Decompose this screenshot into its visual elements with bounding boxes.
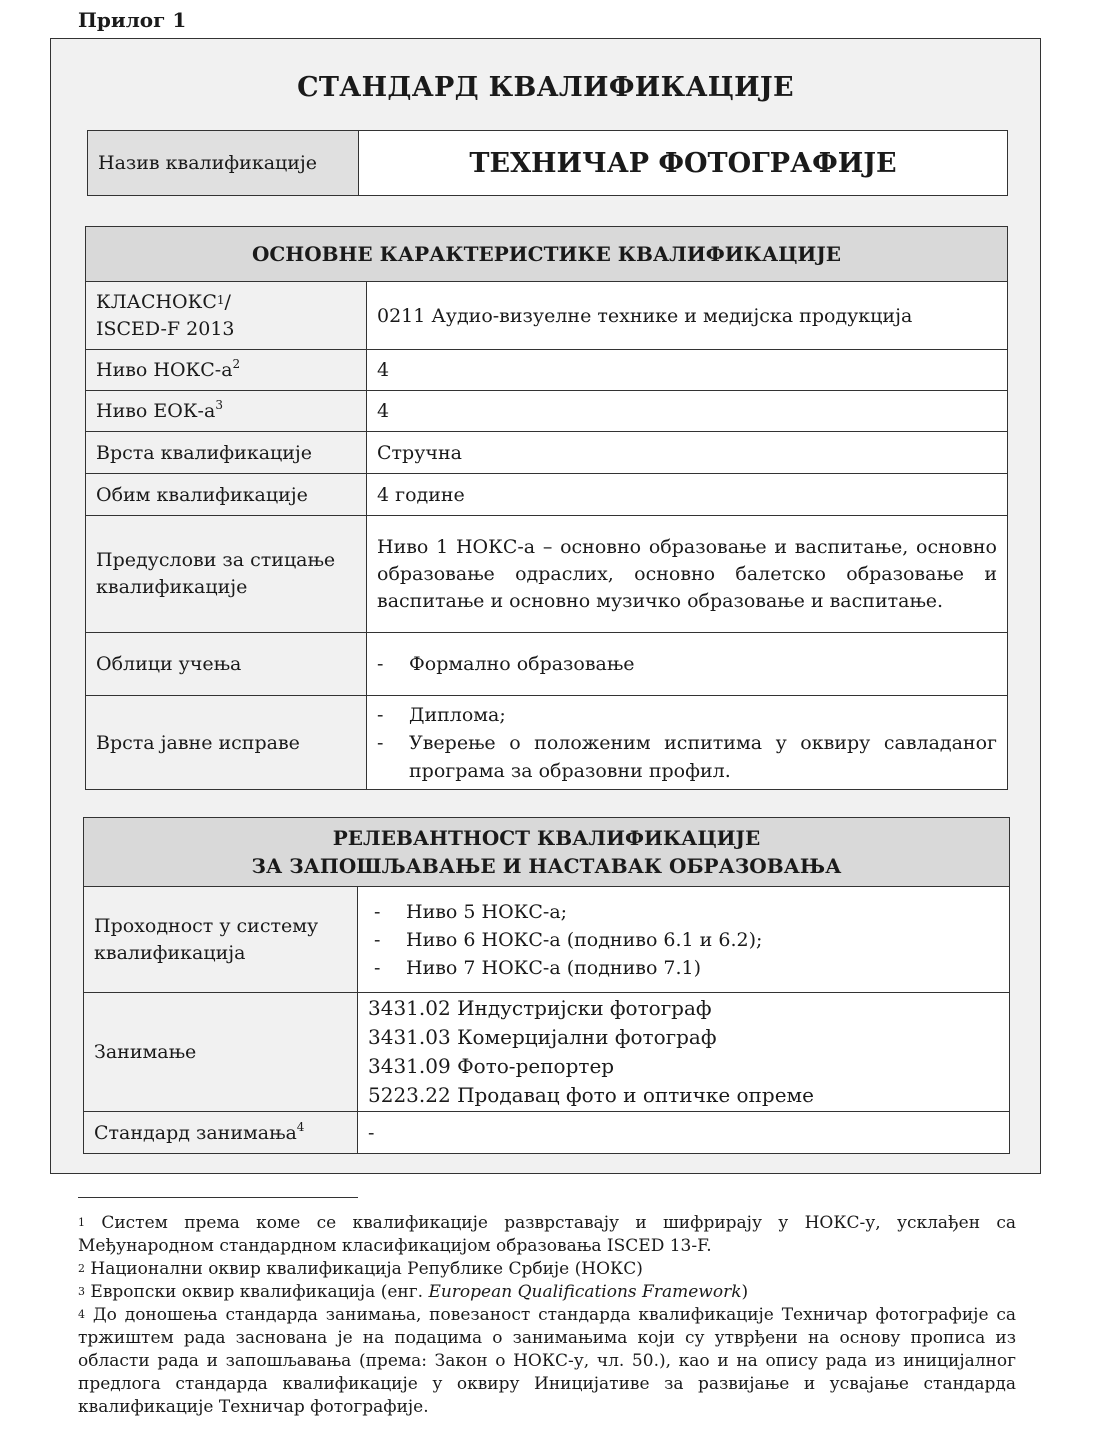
learning-form-item: Формално образовање [409, 653, 635, 675]
table-row [84, 993, 1010, 1112]
qualification-type-value: Стручна [367, 432, 1008, 474]
document-item-certificate: Уверење о положеним испитима у оквиру савладаног програма за образовни профил. [409, 731, 997, 782]
qualification-name-table [87, 130, 1008, 196]
footnote-text-end: ) [741, 1282, 749, 1302]
eok-level-label-text: Ниво ЕОК-а [96, 400, 216, 422]
basic-characteristics-table [85, 226, 1008, 790]
occupation-item: 3431.03 Комерцијални фотограф [368, 1025, 717, 1049]
list-item: - Диплома; [377, 701, 997, 729]
occupation-item: 3431.09 Фото-репортер [368, 1054, 615, 1078]
klasnoks-label [86, 282, 367, 350]
noks-level-label-text: Ниво НОКС-а [96, 359, 233, 381]
relevance-heading-line1: РЕЛЕВАНТНОСТ КВАЛИФИКАЦИЈЕ [332, 826, 761, 850]
occupation-standard-label [84, 1112, 358, 1154]
prerequisites-label: Предуслови за стицање квалификације [86, 516, 367, 633]
relevance-table [83, 817, 1010, 1154]
relevance-heading [84, 818, 1010, 887]
table-row [86, 432, 1008, 474]
footnote-3 [78, 1281, 1016, 1304]
footnote-ref-1: 1 [216, 292, 225, 307]
footnote-number: 4 [78, 1308, 85, 1321]
occupation-label: Занимање [84, 993, 358, 1112]
footnote-ref-2: 2 [232, 357, 241, 371]
footnote-number: 3 [78, 1285, 85, 1298]
qualification-type-label: Врста квалификације [86, 432, 367, 474]
annex-label: Прилог 1 [78, 8, 187, 32]
qualification-name-value: ТЕХНИЧАР ФОТОГРАФИЈЕ [359, 131, 1008, 196]
prerequisites-value: Ниво 1 НОКС-а – основно образовање и васпитање, основно образовање одраслих, основно балетско образовање и васпитање и основно музичко образовање и васпитање. [367, 516, 1008, 633]
qualification-scope-value: 4 године [367, 474, 1008, 516]
public-document-value [367, 696, 1008, 790]
footnote-1 [78, 1212, 1016, 1258]
table-row [86, 516, 1008, 633]
occupation-item: 5223.22 Продавац фото и оптичке опреме [368, 1083, 814, 1107]
progression-item: Ниво 6 НОКС-а (подниво 6.1 и 6.2); [406, 928, 763, 951]
klasnoks-label-text: КЛАСНОКС [96, 290, 217, 313]
footnote-text-italic: European Qualifications Framework [428, 1282, 742, 1302]
footnote-text: До доношења стандарда занимања, повезаност стандарда квалификације Техничар фотографије са тржиштем рада заснована је на подацима о занимањима који су утврђени на основу прописа из области рада и запошљавања (према: Закон о НОКС-у, чл. 50.), као и на опису рада из иницијалног предлога стандарда квалификације у оквиру Иницијативе за развијање и усвајање стандарда квалификације Техничар фотографије. [78, 1305, 1016, 1417]
qualification-scope-label: Обим квалификације [86, 474, 367, 516]
footnote-ref-3: 3 [215, 398, 223, 412]
footnote-text: Национални оквир квалификација Републике Србије (НОКС) [90, 1259, 643, 1279]
occupation-standard-value: - [358, 1112, 1010, 1154]
table-row [88, 131, 1008, 196]
progression-value [358, 887, 1010, 993]
table-row [86, 633, 1008, 696]
basic-characteristics-heading: ОСНОВНЕ КАРАКТЕРИСТИКЕ КВАЛИФИКАЦИЈЕ [86, 227, 1008, 282]
table-row [84, 887, 1010, 993]
klasnoks-label-slash: / [224, 290, 231, 313]
progression-item: Ниво 5 НОКС-а; [406, 900, 568, 923]
footnote-number: 2 [78, 1262, 85, 1275]
footnote-number: 1 [78, 1216, 85, 1229]
progression-label: Проходност у систему квалификација [84, 887, 358, 993]
noks-level-value: 4 [367, 350, 1008, 391]
eok-level-value: 4 [367, 391, 1008, 432]
table-row [86, 282, 1008, 350]
table-row [84, 1112, 1010, 1154]
footnote-separator [78, 1197, 358, 1198]
noks-level-label [86, 350, 367, 391]
relevance-heading-line2: ЗА ЗАПОШЉАВАЊЕ И НАСТАВАК ОБРАЗОВАЊА [251, 854, 842, 878]
document-item-diploma: Диплома; [409, 703, 506, 726]
list-item: - Ниво 5 НОКС-а; [374, 898, 999, 926]
footnotes [78, 1212, 1016, 1419]
learning-forms-value [367, 633, 1008, 696]
table-row [86, 350, 1008, 391]
list-item: - Ниво 7 НОКС-а (подниво 7.1) [374, 954, 999, 982]
occupation-list [358, 993, 1010, 1112]
learning-forms-label: Облици учења [86, 633, 367, 696]
qualification-name-label: Назив квалификације [88, 131, 359, 196]
public-document-label: Врста јавне исправе [86, 696, 367, 790]
occupation-item: 3431.02 Индустријски фотограф [368, 996, 712, 1020]
list-item: - Ниво 6 НОКС-а (подниво 6.1 и 6.2); [374, 926, 999, 954]
footnote-2 [78, 1258, 1016, 1281]
document-title: СТАНДАРД КВАЛИФИКАЦИЈЕ [297, 72, 794, 103]
isced-label-text: ISCED-F 2013 [96, 317, 235, 340]
list-item: - Уверење о положеним испитима у оквиру савладаног програма за образовни профил. [377, 729, 997, 785]
occupation-standard-label-text: Стандард занимања [94, 1121, 297, 1144]
eok-level-label [86, 391, 367, 432]
footnote-text: Европски оквир квалификација (енг. [90, 1282, 429, 1302]
footnote-text: Систем према коме се квалификације разврставају и шифрирају у НОКС-у, усклађен са Међународном стандардном класификацијом образовања ISCED 13-F. [78, 1213, 1017, 1256]
progression-item: Ниво 7 НОКС-а (подниво 7.1) [406, 956, 702, 979]
list-item: - Формално образовање [377, 650, 997, 678]
footnote-4 [78, 1304, 1016, 1419]
table-row [86, 391, 1008, 432]
table-row [84, 818, 1010, 887]
table-row [86, 696, 1008, 790]
footnote-ref-4: 4 [296, 1119, 305, 1134]
qualification-standard-frame [50, 38, 1041, 1174]
table-row [86, 227, 1008, 282]
table-row [86, 474, 1008, 516]
klasnoks-value: 0211 Аудио-визуелне технике и медијска продукција [367, 282, 1008, 350]
